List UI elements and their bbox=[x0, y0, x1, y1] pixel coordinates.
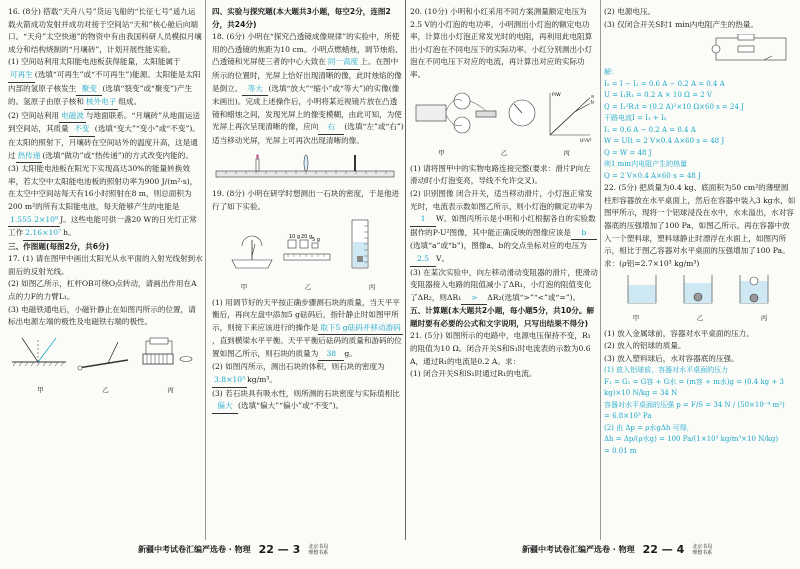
circuit-and-graph bbox=[410, 85, 596, 143]
answer-blank: 2.5 bbox=[410, 253, 436, 267]
figure-captions bbox=[604, 312, 796, 325]
page-gutter bbox=[405, 0, 406, 540]
solution-line: = 6.8×10³ Pa bbox=[604, 412, 652, 421]
solution-line: (2) 由 Δp = ρ水gΔh 可得， bbox=[604, 423, 694, 432]
containers-diagram bbox=[604, 273, 792, 307]
answer-blank: 电磁波 bbox=[59, 110, 86, 124]
solution-line: Q = W = 48 J bbox=[604, 148, 652, 157]
solution-line: 解： bbox=[604, 68, 618, 77]
solution-line: I₂ = I − I₁ = 0.6 A − 0.2 A = 0.4 A bbox=[604, 79, 725, 88]
footer-right bbox=[522, 543, 716, 556]
q20-intro: 20. (10分) 小明和小红采用不同方案测量额定电压为2.5 V的小灯泡的电功率，小明测出小灯泡的额定电功率，计算出小灯泡正常发光时的电阻，再利用此电阻算出小灯泡在不同电压下的实际功率。小红分别测出小灯泡在不同电压下对应的电流，再计算出对应的实际功率。 bbox=[410, 7, 593, 79]
q21-part3: (3) 仅闭合开关S时1 min内电阻产生的热量。 bbox=[604, 19, 759, 29]
footer-left bbox=[138, 543, 332, 556]
answer-blank: 可再生 bbox=[8, 69, 35, 83]
weight-label: 5 g bbox=[312, 237, 320, 244]
q20-part3: (3) 在某次实验中，向左移动滑动变阻器的滑片，使滑动变阻器接入电路的阻值减小了ΔR₁，小灯泡的阻值变化了ΔR₂，则ΔR₁ > ΔR₂(选填“>”“<”或“=”)。 bbox=[410, 267, 598, 306]
q19-figures bbox=[212, 216, 404, 293]
caption: 乙 bbox=[696, 313, 704, 322]
column-divider bbox=[205, 0, 206, 540]
answer-blank: > bbox=[461, 292, 487, 306]
figure-captions bbox=[410, 147, 598, 160]
caption: 丙 bbox=[167, 386, 174, 395]
section-4-heading: 四、实验与探究题(本大题共3小题，每空2分，连图2分，共24分) bbox=[212, 7, 391, 29]
q19-intro: 19. (8分) 小明在研学时想测出一石块的密度，于是他进行了如下实验。 bbox=[212, 189, 400, 211]
solution-line: = 0.01 m bbox=[604, 446, 637, 455]
answer-blank: 聚变 bbox=[76, 83, 102, 97]
q20-part1: (1) 请将图甲中的实物电路连接完整(要求：滑片P向左滑动时小灯泡变亮，导线不允许交叉)。 bbox=[410, 163, 591, 186]
answer-blank: 1.555 2×10⁹ bbox=[8, 214, 60, 228]
page-number: 22 — 3 bbox=[258, 543, 301, 556]
q21-circuit-figure bbox=[604, 34, 796, 64]
q20-figures bbox=[410, 85, 598, 160]
pu2-graph bbox=[550, 92, 594, 143]
answer-blank: 2.16×10⁷ bbox=[23, 227, 63, 241]
q21-intro: 21. (5分) 如图所示的电路中，电源电压保持不变，R₁的阻值为10 Ω。闭合开关S和S₁时电流表的示数为0.6 A，通过R₁的电流是0.2 A。求： bbox=[410, 331, 591, 366]
q18: 18. (6分) 小明在“探究凸透镜成像规律”的实验中，所使用的凸透镜的焦距为10 cm。小明点燃蜡烛，调节烛焰、凸透镜和光屏使三者的中心大致在 同一高度 上。在图中所示的位置时，光屏上恰好出现清晰的像，此时烛焰的像是倒立、 等大 (选填“放大”“缩小”或“等大”)的实像(像未画出)。完成上述操作后，小明将某近视镜片放在凸透镜和蜡烛之间，发现光屏上的像变模糊，由此可知，为使光屏上再次呈现清晰的像，应向 右 (选填“左”或“右”)适当移动光屏，光屏上可再次出现清晰的像。 bbox=[212, 32, 404, 145]
series-a-label: a bbox=[591, 93, 594, 100]
solution-line: 容器对水平桌面的压强 p = F/S = 34 N / (50×10⁻⁴ m²) bbox=[604, 400, 785, 409]
caption: 乙 bbox=[500, 149, 508, 158]
caption: 丙 bbox=[760, 313, 768, 322]
q17-diagram bbox=[8, 332, 198, 380]
column-1 bbox=[8, 6, 203, 400]
q19-part3: (3) 若石块具有吸水性，则所测的石块密度与实际值相比偏大 (选填“偏大”“偏小”或“不变”)。 bbox=[212, 388, 404, 414]
q22-part1: (1) 放入金属球前，容器对水平桌面的压力。 bbox=[604, 328, 754, 338]
answer-blank: 不变 bbox=[69, 123, 95, 137]
q16-intro: 16. (8分) 搭载“天舟八号”货运飞船的“长征七号”遥九运载火箭成功发射并成功对接于空间站“天和”核心舱后向端口。“天舟”太空快递”的物资中有由我国科研人员模拟月壤成分和结构烧制的“月壤砖”，计划开展性能实验。 bbox=[8, 7, 202, 54]
answer-blank: 3.8×10³ bbox=[212, 374, 247, 388]
q20-part2: (2) 识别图像 闭合开关，适当移动滑片，小灯泡正常发光时，电流表示数如图乙所示，则小灯泡的额定功率为1 W。如图丙所示是小明和小红根据各自的实验数据作的P-U²图像，其中能正确反映的图像应该是 b(选填“a”或“b”)，图像a、b的交点坐标对应的电压为2.5 V。 bbox=[410, 188, 598, 267]
q16-part2: (2) 空间站利用 电磁波 与地面联系。“月壤砖”从地面运送到空间站，其质量 不变 (选填“变大”“变小”或“不变”)。在太阳的照射下，月壤砖在空间站外的温度升高，这是通过 热传递 (选填“做功”或“热传递”)的方式改变内能的。 bbox=[8, 110, 203, 163]
optical-bench-figure bbox=[212, 151, 404, 186]
q17-part3: (3) 电磁铁通电后，小磁针静止在如图丙所示的位置，请标出电源左端的极性及电磁铁右端的极性。 bbox=[8, 304, 196, 327]
caption: 丙 bbox=[563, 149, 570, 158]
q17-figures bbox=[8, 332, 203, 397]
solution-line: Q = 2 V×0.4 A×60 s = 48 J bbox=[604, 171, 701, 180]
q21-circuit bbox=[708, 34, 794, 64]
caption: 甲 bbox=[632, 313, 640, 322]
q16-part3: (3) 太阳能电池板在阳光下实现高达30%的能量转换效率，若太空中太阳能电池板的照射功率为900 J/(m²·s)，在太空中空间站每天有16小时照射在8 m，则总面积为200 m²的所有太阳能电池，每天能够产生的电能是1.555 2×10⁹ J。这些电能可供一盏20 W的日光灯正常工作 2.16×10⁷ h。 bbox=[8, 163, 203, 241]
answer-blank: 偏大 bbox=[212, 400, 238, 414]
y-axis-label: P/W bbox=[552, 92, 561, 98]
footer-title: 新疆中考试卷汇编严选卷 · 物理 bbox=[138, 545, 251, 554]
weight-label: 20 g bbox=[301, 234, 313, 241]
caption: 乙 bbox=[102, 386, 109, 395]
section-5-heading: 五、计算题(本大题共2小题，每小题5分，共10分。解题时要有必要的公式和文字说明，只写出结果不得分) bbox=[410, 306, 595, 328]
publisher-seal: 北京书局 理想书系 bbox=[308, 543, 329, 556]
solution-line: 干路电流I = I₁ + I₂ bbox=[604, 114, 667, 123]
footer-title: 新疆中考试卷汇编严选卷 · 物理 bbox=[522, 545, 635, 554]
solution-line: W = UIt = 2 V×0.4 A×60 s = 48 J bbox=[604, 137, 725, 146]
answer-blank: b bbox=[571, 227, 597, 241]
series-b-line bbox=[550, 103, 590, 135]
answer-blank: 核外电子 bbox=[84, 96, 118, 110]
q22-intro: 22. (5分) 把质量为0.4 kg、底面积为50 cm²的薄壁圆柱形容器放在水平桌面上，然后在容器中装入3 kg水，如图甲所示，现将一个铝球浸没在水中，水未溢出，水对容器底的压强增加了100 Pa，如图乙所示。再在容器中放入一个塑料球，塑料球静止时漂浮在水面上，如图丙所示，相比于图乙容器对水平桌面的压强增加了100 Pa。求：(ρ铝=2.7×10³ kg/m³) bbox=[604, 183, 796, 268]
caption: 甲 bbox=[438, 149, 445, 158]
answer-blank: 右 bbox=[318, 121, 344, 135]
column-4 bbox=[604, 6, 796, 457]
caption: 甲 bbox=[37, 386, 44, 395]
optical-bench-diagram bbox=[212, 151, 398, 181]
q22-figures bbox=[604, 273, 796, 324]
column-divider bbox=[600, 0, 601, 540]
answer-blank: 等大 bbox=[242, 83, 268, 97]
figure-captions bbox=[212, 281, 404, 294]
q22-solution bbox=[604, 365, 796, 457]
answer-blank: 1 bbox=[410, 213, 436, 227]
solution-line: F₁ = G₁ = G容 + G水 = (m容 + m水)g = (0.4 kg + 3 kg)×10 N/kg = 34 N bbox=[604, 377, 784, 398]
solution-line: Q = I₁²R₁t = (0.2 A)²×10 Ω×60 s = 24 J bbox=[604, 102, 744, 111]
page-number: 22 — 4 bbox=[642, 543, 685, 556]
q21-part1: (1) 闭合开关S和S₁时通过R₁的电流。 bbox=[410, 369, 537, 379]
q22-part2: (2) 放入的铝球的质量。 bbox=[604, 341, 686, 351]
column-3 bbox=[410, 6, 598, 381]
q19-part2: (2) 如图丙所示，测出石块的体积，则石块的密度为3.8×10³ kg/m³。 bbox=[212, 361, 404, 387]
caption: 乙 bbox=[304, 282, 312, 291]
caption: 丙 bbox=[368, 282, 376, 291]
solution-line: Δh = Δp/(ρ水g) = 100 Pa/(1×10³ kg/m³×10 N/kg) bbox=[604, 435, 779, 444]
section-3-heading: 三、作图题(每图2分，共6分) bbox=[8, 241, 110, 251]
q21-part2: (2) 电源电压。 bbox=[604, 7, 656, 16]
solution-line: U = I₁R₁ = 0.2 A × 10 Ω = 2 V bbox=[604, 91, 712, 100]
answer-blank: 取下5 g砝码并移动游码 bbox=[318, 322, 402, 336]
q22-part3: (3) 放入塑料球后，水对容器底的压强。 bbox=[604, 353, 739, 363]
answer-blank: 38 bbox=[318, 348, 344, 362]
column-2 bbox=[212, 6, 404, 414]
weight-label: 10 g bbox=[289, 234, 301, 241]
solution-line: (1) 放入铝球前，容器对水平桌面的压力 bbox=[604, 366, 729, 375]
q17-part2: (2) 如图乙所示，杠杆OB可绕O点转动，请画出作用在A点的力F的力臂L₁。 bbox=[8, 279, 197, 302]
answer-blank: 同一高度 bbox=[326, 56, 360, 70]
caption: 甲 bbox=[240, 282, 248, 291]
x-axis-label: U²/V² bbox=[580, 138, 592, 143]
series-b-label: b bbox=[591, 99, 595, 106]
q21-solution bbox=[604, 67, 796, 182]
solution-line: I₁ = 0.6 A − 0.2 A = 0.4 A bbox=[604, 125, 696, 134]
solution-line: 则1 min内电阻产生的热量 bbox=[604, 160, 688, 169]
q16-part1: (1) 空间站利用太阳能电池板获得能量，太阳能属于可再生 (选填“可再生”或“不可再生”)能源。太阳能是太阳内部的氢原子核发生 聚变 (选填“裂变”或“聚变”)产生的。氢原子由原子核和 核外电子 组成。 bbox=[8, 56, 203, 109]
publisher-seal: 北京书局 理想书系 bbox=[692, 543, 713, 556]
answer-blank: 热传递 bbox=[16, 150, 43, 164]
balance-and-cylinder-diagram bbox=[212, 216, 400, 276]
q17-part1: 17. (1) 请在图甲中画出太阳光从水平面的入射光线射到水面后的反射光线。 bbox=[8, 254, 203, 276]
q19-part1: (1) 用调节好的天平按正确步骤测石块的质量，当天平平衡后，再向左盘中添加5 g砝码后，指针静止时如图甲所示，则接下来应该进行的操作是 取下5 g砝码并移动游码，直到横梁水平平衡。天平平衡后砝码的质量和游码的位置如图乙所示，则石块的质量为 38 g。 bbox=[212, 297, 404, 362]
figure-captions bbox=[8, 384, 203, 397]
